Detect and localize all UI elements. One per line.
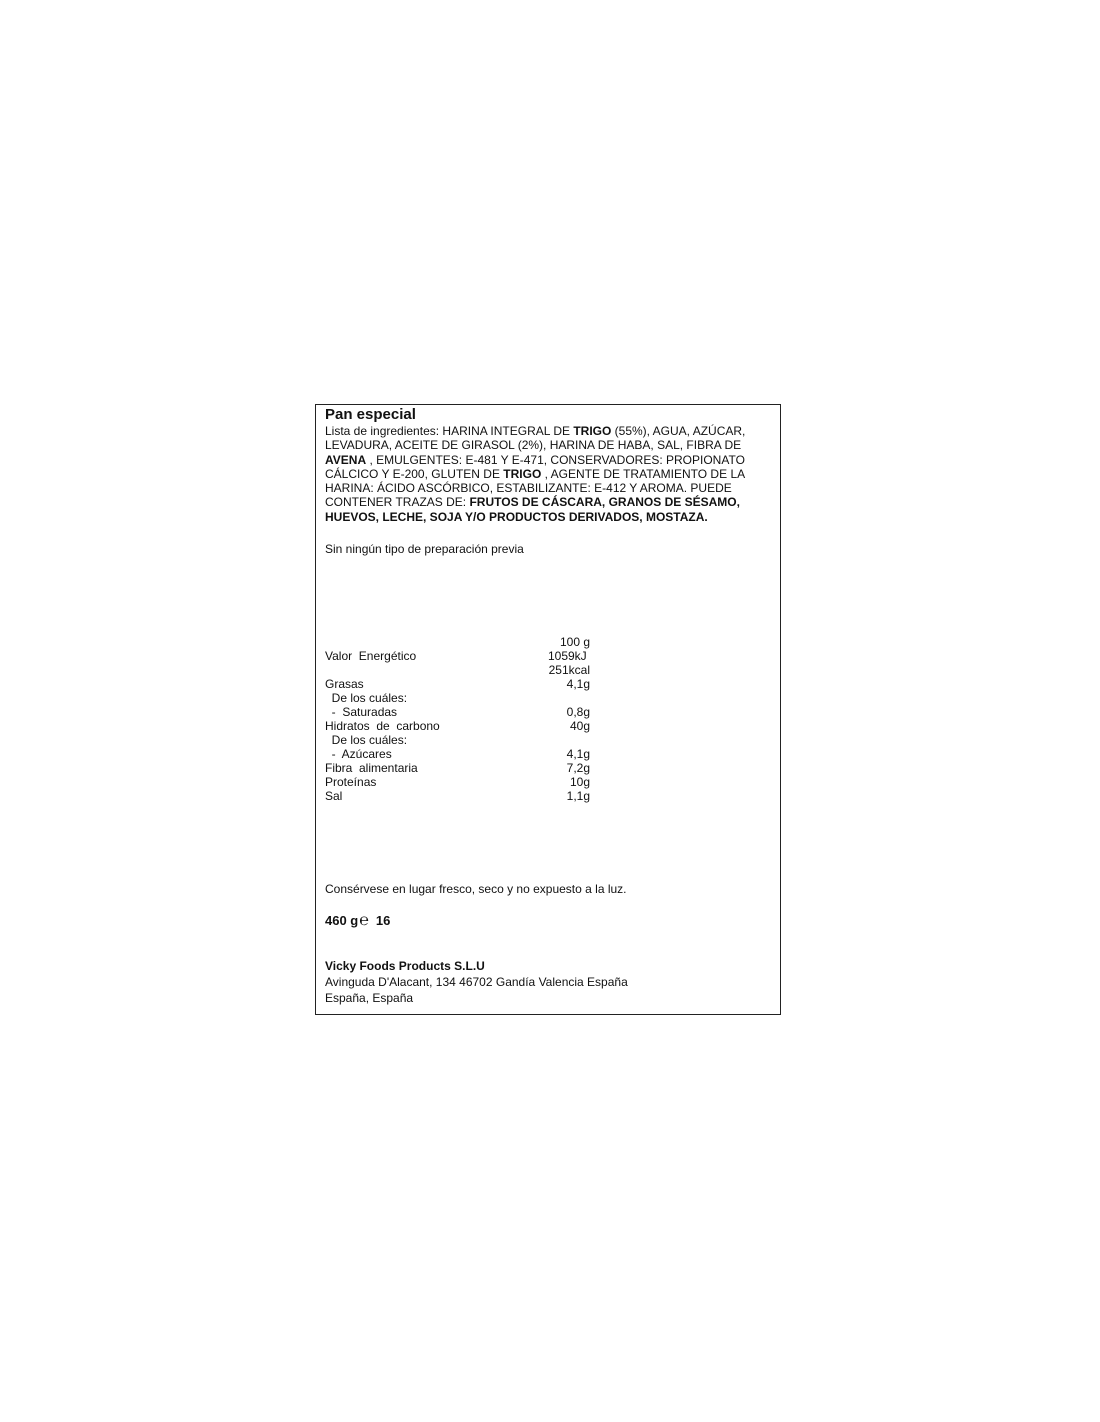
nutrient-name: Grasas [325, 677, 364, 691]
nutrient-name: Valor Energético [325, 649, 417, 663]
nutrition-row [316, 775, 780, 789]
nutrition-row [316, 761, 780, 775]
ingredient-text: (55%), AGUA, AZÚCAR, [611, 424, 746, 438]
nutrition-row [316, 691, 780, 705]
ingredient-text: Lista de ingredientes: HARINA INTEGRAL DE [325, 424, 574, 438]
nutrition-row [316, 635, 780, 649]
allergen-text: TRIGO [573, 424, 612, 438]
ingredient-text: CÁLCICO Y E-200, GLUTEN DE [325, 466, 504, 481]
ingredients-line [325, 467, 775, 481]
nutrient-name: Proteínas [325, 775, 377, 789]
nutrition-row [316, 789, 780, 803]
ingredients-line [325, 481, 775, 495]
ingredients-line [325, 438, 775, 452]
address-line: Avinguda D'Alacant, 134 46702 Gandía Valencia España [325, 975, 628, 989]
allergen-text: FRUTOS DE CÁSCARA, GRANOS DE SÉSAMO, [469, 495, 740, 510]
nutrient-value: 251kcal [548, 663, 590, 677]
nutrition-row [316, 719, 780, 733]
nutrition-row [316, 705, 780, 719]
nutrient-name: - Saturadas [325, 705, 398, 719]
units-count: 16 [375, 913, 391, 928]
ingredient-text: LEVADURA, ACEITE DE GIRASOL (2%), HARINA DE HABA, SAL, FIBRA DE [325, 438, 742, 453]
nutrition-row [316, 663, 780, 677]
ingredient-text: HARINA: ÁCIDO ASCÓRBICO, ESTABILIZANTE: E-412 Y AROMA. PUEDE [325, 481, 732, 496]
net-weight [325, 913, 390, 929]
ingredients-line [325, 510, 775, 524]
nutrition-row [316, 747, 780, 761]
nutrient-name: Fibra alimentaria [325, 761, 418, 775]
allergen-text: HUEVOS, LECHE, SOJA Y/O PRODUCTOS DERIVADOS, MOSTAZA. [325, 509, 708, 524]
nutrition-row [316, 677, 780, 691]
ingredients-line [325, 453, 775, 467]
nutrient-value: 100 g [559, 635, 590, 649]
nutrient-name: De los cuáles: [325, 691, 408, 705]
nutrient-value: 4,1g [566, 677, 590, 691]
net-weight-value: 460 g [325, 913, 359, 928]
estimated-sign-icon: ℮ [359, 912, 369, 929]
product-label [315, 404, 781, 1015]
nutrient-value: 4,1g [566, 747, 590, 761]
nutrition-row [316, 733, 780, 747]
ingredient-text: CONTENER TRAZAS DE: [325, 495, 470, 510]
ingredients-line [325, 495, 775, 509]
allergen-text: TRIGO [503, 466, 542, 481]
preparation-note: Sin ningún tipo de preparación previa [325, 542, 524, 556]
nutrient-value: 7,2g [566, 761, 590, 775]
nutrient-name: Hidratos de carbono [325, 719, 440, 733]
product-name: Pan especial [325, 406, 416, 423]
nutrient-value: 10g [569, 775, 590, 789]
nutrient-value: 40g [569, 719, 590, 733]
nutrient-value: 1,1g [566, 789, 590, 803]
nutrient-value: 0,8g [566, 705, 590, 719]
company-name: Vicky Foods Products S.L.U [325, 959, 485, 973]
storage-instructions: Consérvese en lugar fresco, seco y no expuesto a la luz. [325, 882, 627, 896]
allergen-text: AVENA [325, 452, 367, 467]
nutrition-row [316, 649, 780, 663]
ingredients-list [325, 424, 775, 524]
address-line: España, España [325, 991, 414, 1005]
ingredient-text: , EMULGENTES: E-481 Y E-471, CONSERVADORES: PROPIONATO [366, 452, 745, 467]
nutrient-name: De los cuáles: [325, 733, 408, 747]
nutrient-name: - Azúcares [325, 747, 392, 761]
company-address [325, 974, 628, 1006]
ingredients-line [325, 424, 775, 438]
nutrient-name: Sal [325, 789, 343, 803]
ingredient-text: , AGENTE DE TRATAMIENTO DE LA [541, 466, 746, 481]
nutrient-value: 1059kJ [547, 649, 590, 663]
